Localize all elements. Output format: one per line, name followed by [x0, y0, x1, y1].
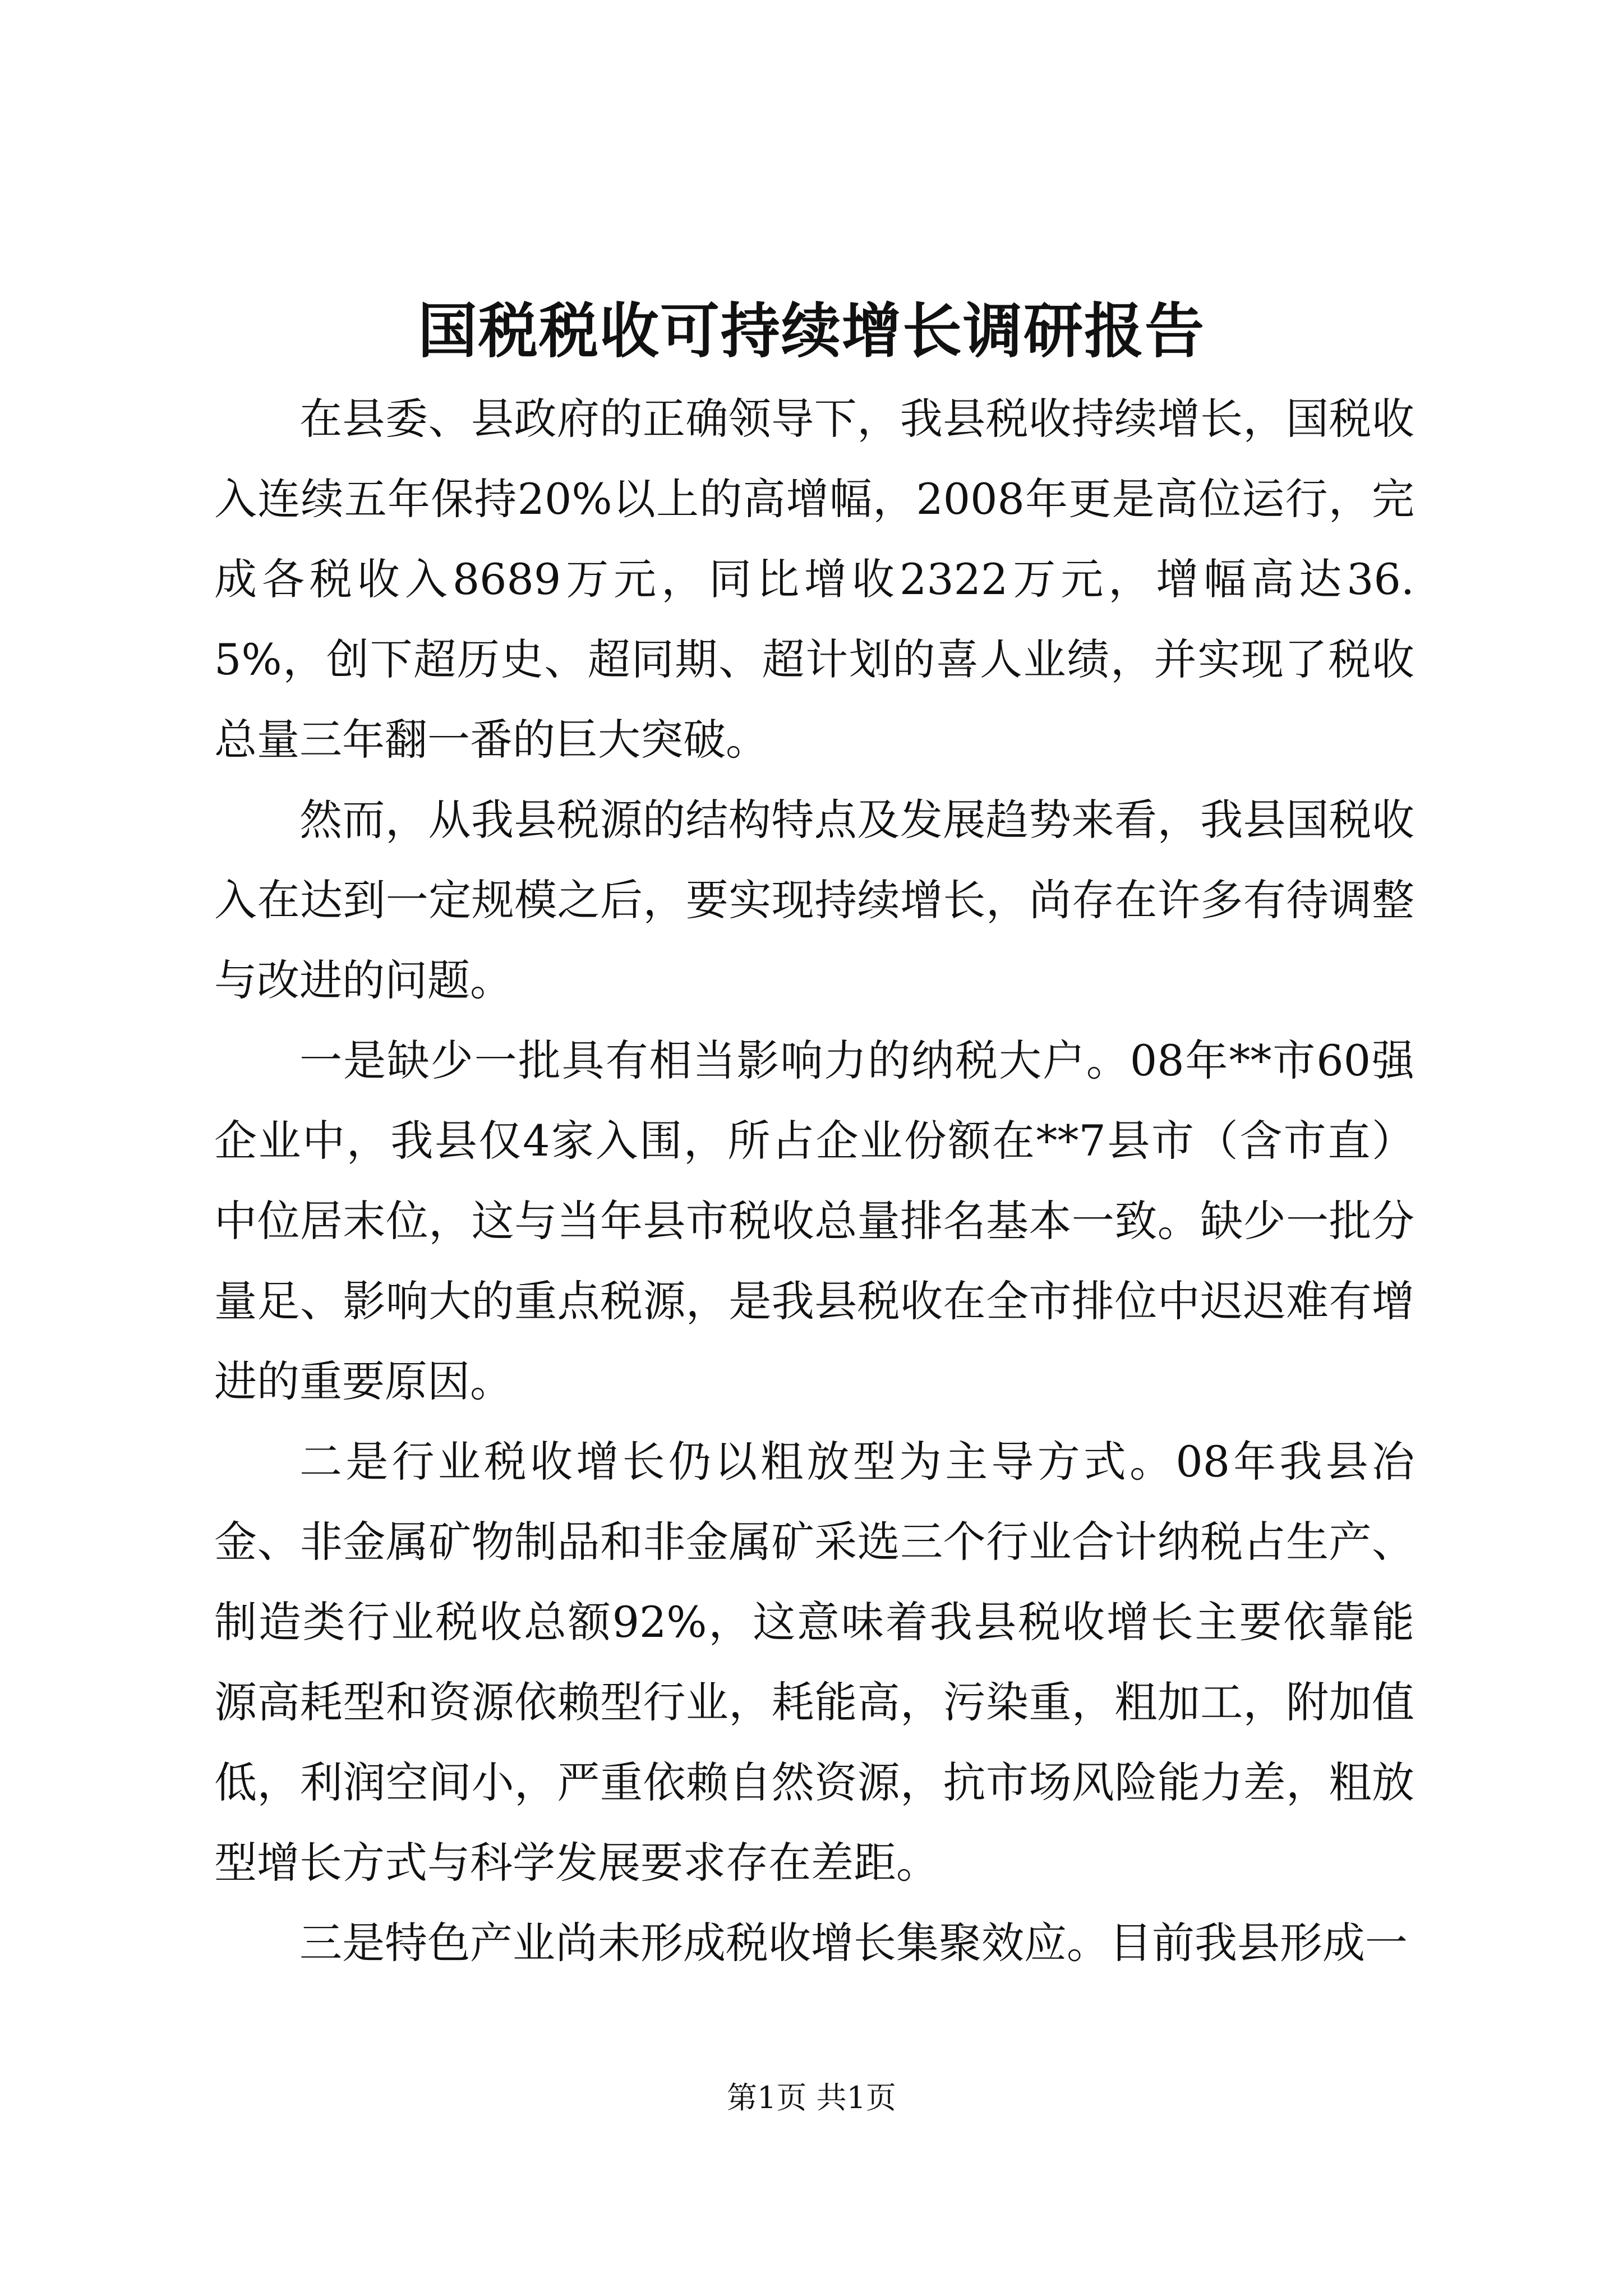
paragraph-point-two: 二是行业税收增长仍以粗放型为主导方式。08年我县冶金、非金属矿物制品和非金属矿采选三个行业合计纳税占生产、制造类行业税收总额92%，这意味着我县税收增长主要依靠能源高耗型和资源依赖型行业，耗能高，污染重，粗加工，附加值低，利润空间小，严重依赖自然资源，抗市场风险能力差，粗放型增长方式与科学发展要求存在差距。 [214, 1437, 1414, 1888]
paragraph-problems: 然而，从我县税源的结构特点及发展趋势来看，我县国税收入在达到一定规模之后，要实现持续增长，尚存在许多有待调整与改进的问题。 [214, 795, 1414, 1005]
paragraph-intro: 在县委、县政府的正确领导下，我县税收持续增长，国税收入连续五年保持20%以上的高增幅，2008年更是高位运行，完成各税收入8689万元，同比增收2322万元，增幅高达36.5%，创下超历史、超同期、超计划的喜人业绩，并实现了税收总量三年翻一番的巨大突破。 [214, 394, 1414, 765]
page-footer: 第1页 共1页 [727, 2080, 896, 2115]
document-title: 国税税收可持续增长调研报告 [418, 296, 1205, 366]
paragraph-point-one: 一是缺少一批具有相当影响力的纳税大户。08年**市60强企业中，我县仅4家入围，所占企业份额在**7县市（含市直）中位居末位，这与当年县市税收总量排名基本一致。缺少一批分量足、影响大的重点税源，是我县税收在全市排位中迟迟难有增进的重要原因。 [214, 1036, 1414, 1406]
paragraph-point-three: 三是特色产业尚未形成税收增长集聚效应。目前我县形成一 [299, 1918, 1408, 1968]
document-body [214, 379, 1414, 1983]
